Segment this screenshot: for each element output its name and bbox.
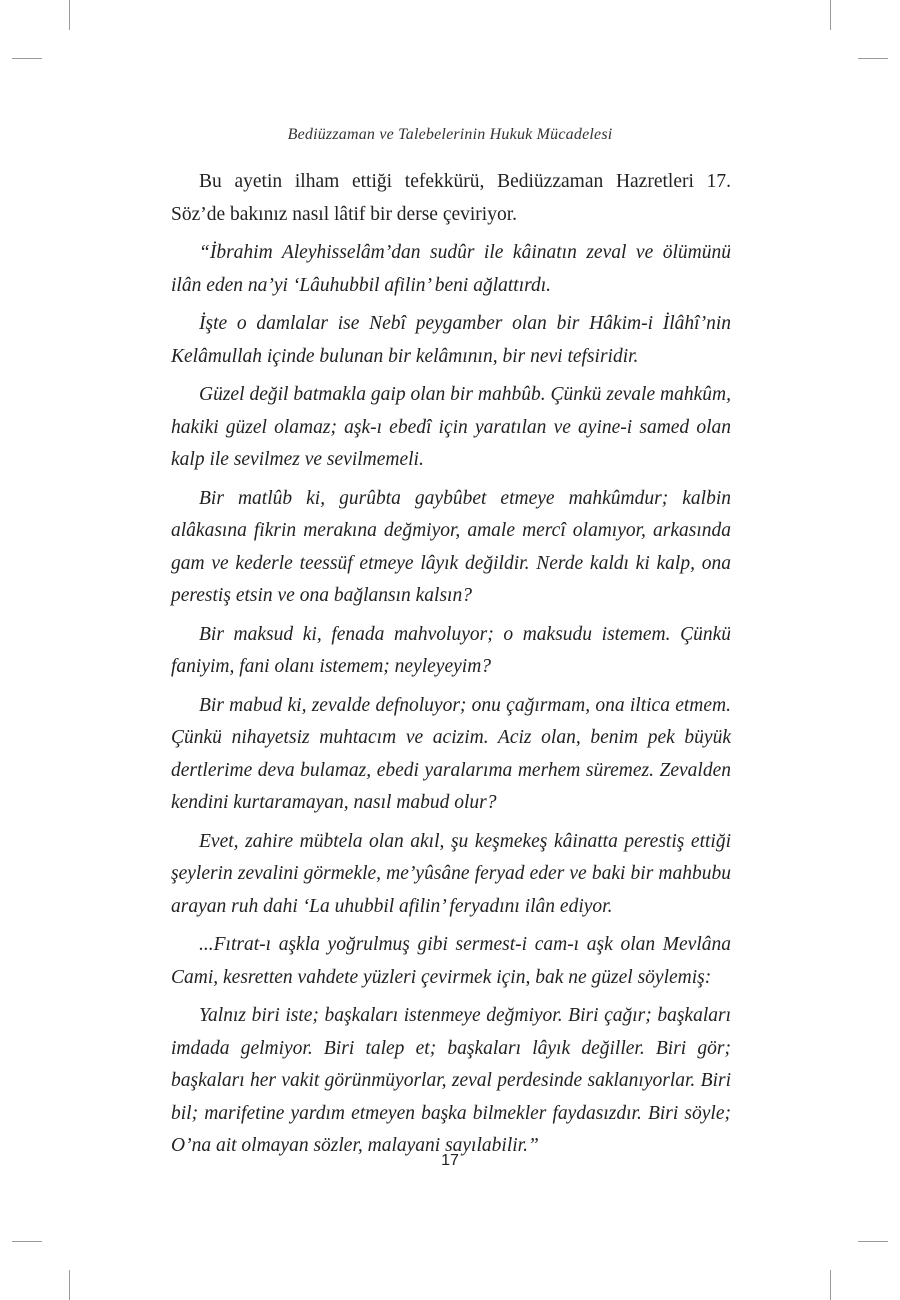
- paragraph-quote: ...Fıtrat-ı aşkla yoğrulmuş gibi sermest-i cam-ı aşk olan Mevlâna Cami, kesretten vahdete yüzleri çevirmek için, bak ne güzel söylemiş:: [171, 934, 731, 988]
- crop-mark-top-right: [830, 0, 831, 30]
- paragraph-quote: İşte o damlalar ise Nebî peygamber olan bir Hâkim-i İlâhî’nin Kelâmullah içinde bulunan bir kelâmının, bir nevi tefsiridir.: [171, 313, 731, 367]
- crop-mark-right-upper: [858, 58, 888, 59]
- crop-mark-left-lower: [12, 1241, 42, 1242]
- crop-mark-right-lower: [858, 1241, 888, 1242]
- paragraph-quote: Bir mabud ki, zevalde defnoluyor; onu çağırmam, ona iltica etmem. Çünkü nihayetsiz muhtacım ve acizim. Aciz olan, benim pek büyük dertlerime deva bulamaz, ebedi yaralarıma merhem süremez. Zevalden kendini kurtaramayan, nasıl mabud olur?: [171, 694, 731, 813]
- paragraph-quote: Evet, zahire mübtela olan akıl, şu keşmekeş kâinatta perestiş ettiği şeylerin zevalini görmekle, me’yûsâne feryad eder ve baki bir mahbubu arayan ruh dahi ‘La uhubbil afilin’ feryadını ilân ediyor.: [171, 830, 731, 917]
- page-body: [171, 166, 731, 1169]
- running-header: Bediüzzaman ve Talebelerinin Hukuk Mücadelesi: [287, 126, 613, 143]
- crop-mark-bottom-left: [69, 1270, 70, 1300]
- crop-mark-bottom-right: [830, 1270, 831, 1300]
- paragraph-quote: Yalnız biri iste; başkaları istenmeye değmiyor. Biri çağır; başkaları imdada gelmiyor. Biri talep et; başkaları lâyık değiller. Biri gör; başkaları her vakit görünmüyorlar, zeval perdesinde saklanıyorlar. Biri bil; marifetine yardım etmeyen başka bilmekler faydasızdır. Biri söyle; O’na ait olmayan sözler, malayani sayılabilir.”: [171, 1005, 731, 1156]
- crop-mark-top-left: [69, 0, 70, 30]
- crop-mark-left-upper: [12, 58, 42, 59]
- paragraph-quote: Bir maksud ki, fenada mahvoluyor; o maksudu istemem. Çünkü faniyim, fani olanı istemem; neyleyeyim?: [171, 623, 731, 677]
- page-number: 17: [441, 1152, 459, 1169]
- paragraph-intro: Bu ayetin ilham ettiği tefekkürü, Bediüzzaman Hazretleri 17. Söz’de bakınız nasıl lâtif bir derse çeviriyor.: [171, 171, 731, 225]
- paragraph-quote: Güzel değil batmakla gaip olan bir mahbûb. Çünkü zevale mahkûm, hakiki güzel olamaz; aşk-ı ebedî için yaratılan ve ayine-i samed olan kalp ile sevilmez ve sevilmemeli.: [171, 384, 731, 470]
- paragraph-quote: Bir matlûb ki, gurûbta gaybûbet etmeye mahkûmdur; kalbin alâkasına fikrin merakına değmiyor, amale mercî olamıyor, arkasında gam ve kederle teessüf etmeye lâyık değildir. Nerde kaldı ki kalp, ona perestiş etsin ve ona bağlansın kalsın?: [171, 487, 731, 606]
- paragraph-quote: “İbrahim Aleyhisselâm’dan sudûr ile kâinatın zeval ve ölümünü ilân eden na’yi ‘Lâuhubbil afilin’ beni ağlattırdı.: [171, 242, 731, 296]
